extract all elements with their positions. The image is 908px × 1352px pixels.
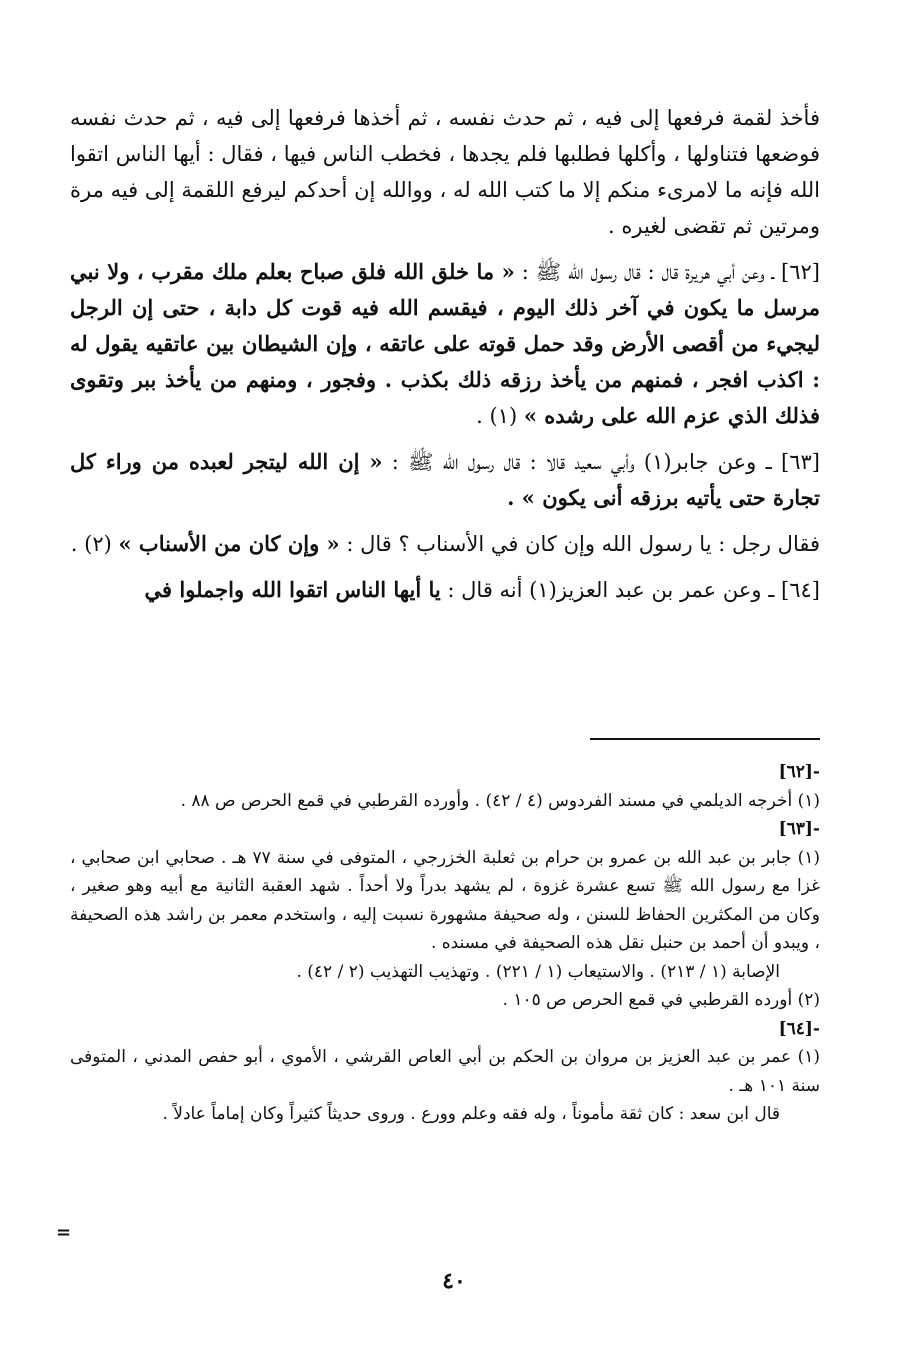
footnote-63-1-sources: الإصابة (١ / ٢١٣) . والاستيعاب (١ / ٢٢١) . وتهذيب التهذيب (٢ / ٤٢) . (296, 961, 780, 982)
hadith-text: يا أيها الناس اتقوا الله واجملوا في (144, 577, 441, 602)
main-text (70, 100, 820, 618)
footnote-group-64: -[٦٤] (778, 1018, 820, 1039)
footnote-64-1: (١) عمر بن عبد العزيز بن مروان بن الحكم بن أبي العاص القرشي ، الأموي ، أبو حفص المدني ، المتوفى سنة ١٠١ هـ . (70, 1047, 820, 1096)
hadith-63 (70, 444, 820, 516)
footnote-64-1-quote: قال ابن سعد : كان ثقة مأموناً ، وله فقه وعلم وورع . وروى حديثاً كثيراً وكان إماماً عادلاً . (162, 1104, 780, 1124)
footnote-divider (590, 738, 820, 740)
hadith-text: « ما خلق الله فلق صباح بعلم ملك مقرب ، ولا نبي مرسل ما يكون في آخر ذلك اليوم ، فيقسم الله فيه قوت كل دابة ، حتى إن الرجل ليجيء من أقصى الأرض وقد حمل قوته على عاتقه ، وإن الشيطان بين عاتقيه يقول له : اكذب افجر ، فمنهم من يأخذ رزقه ذلك بكذب . وفجور ، ومنهم من يأخذ ببر وتقوى فذلك الذي عزم الله على رشده » (70, 259, 820, 428)
paragraph-text: فقال رجل : يا رسول الله وإن كان في الأسناب ؟ قال : (346, 532, 820, 556)
hadith-intro: [٦٤] ـ وعن عمر بن عبد العزيز(١) أنه قال : (447, 578, 820, 602)
footnote-group-62: -[٦٢] (778, 762, 820, 782)
hadith-intro: [٦٣] ـ وعن جابر(١) وأبي سعيد قالا : قال رسول الله ﷺ : (391, 450, 820, 474)
footnote-63-1: (١) جابر بن عبد الله بن عمرو بن حرام بن ثعلبة الخزرجي ، المتوفى في سنة ٧٧ هـ . صحابي ابن صحابي ، غزا مع رسول الله ﷺ تسع عشرة غزوة ، لم يشهد بدراً ولا أحداً . شهد العقبة الثانية مع أبيه وهو صغير ، وكان من المكثرين الحفاظ للسنن ، وله صحيفة مشهورة نسبت إليه ، واستخدم معمر بن راشد هذه الصحيفة ، ويبدو أن أحمد بن حنبل نقل هذه الصحيفة في مسنده . (70, 847, 821, 953)
footnote-group-63: -[٦٣] (778, 819, 820, 839)
hadith-text: « إن الله ليتجر لعبده من وراء كل تجارة حتى يأتيه برزقه أنى يكون » . (70, 449, 820, 510)
hadith-intro: [٦٢] ـ وعن أبي هريرة قال : قال رسول الله ﷺ : (521, 260, 820, 284)
hadith-text: « وإن كان من الأسناب » (118, 531, 340, 556)
footnote-marker: (١) . (476, 404, 518, 428)
footnote-marker: (٢) . (70, 532, 112, 556)
hadith-62 (70, 254, 820, 434)
continuation-mark: = (56, 1222, 72, 1243)
page-number: ٤٠ (442, 1268, 466, 1294)
footnote-63-2: (٢) أورده القرطبي في قمع الحرص ص ١٠٥ . (502, 990, 820, 1010)
footnote-62-1: (١) أخرجه الديلمي في مسند الفردوس (٤ / ٤٢) . وأورده القرطبي في قمع الحرص ص ٨٨ . (180, 790, 820, 811)
footnotes-section (70, 758, 820, 1129)
paragraph-continuation (70, 100, 820, 244)
paragraph-text: فأخذ لقمة فرفعها إلى فيه ، ثم حدث نفسه ، ثم أخذها فرفعها إلى فيه ، ثم حدث نفسه فوضعها فتناولها ، وأكلها فطلبها فلم يجدها ، فخطب الناس فيها ، فقال : أيها الناس اتقوا الله فإنه ما لامرىء منكم إلا ما كتب الله له ، ووالله إن أحدكم ليرفع اللقمة إلى فيه مرة ومرتين ثم تقضى لغيره . (70, 106, 820, 238)
hadith-64 (70, 572, 820, 608)
hadith-63-continuation (70, 526, 820, 562)
